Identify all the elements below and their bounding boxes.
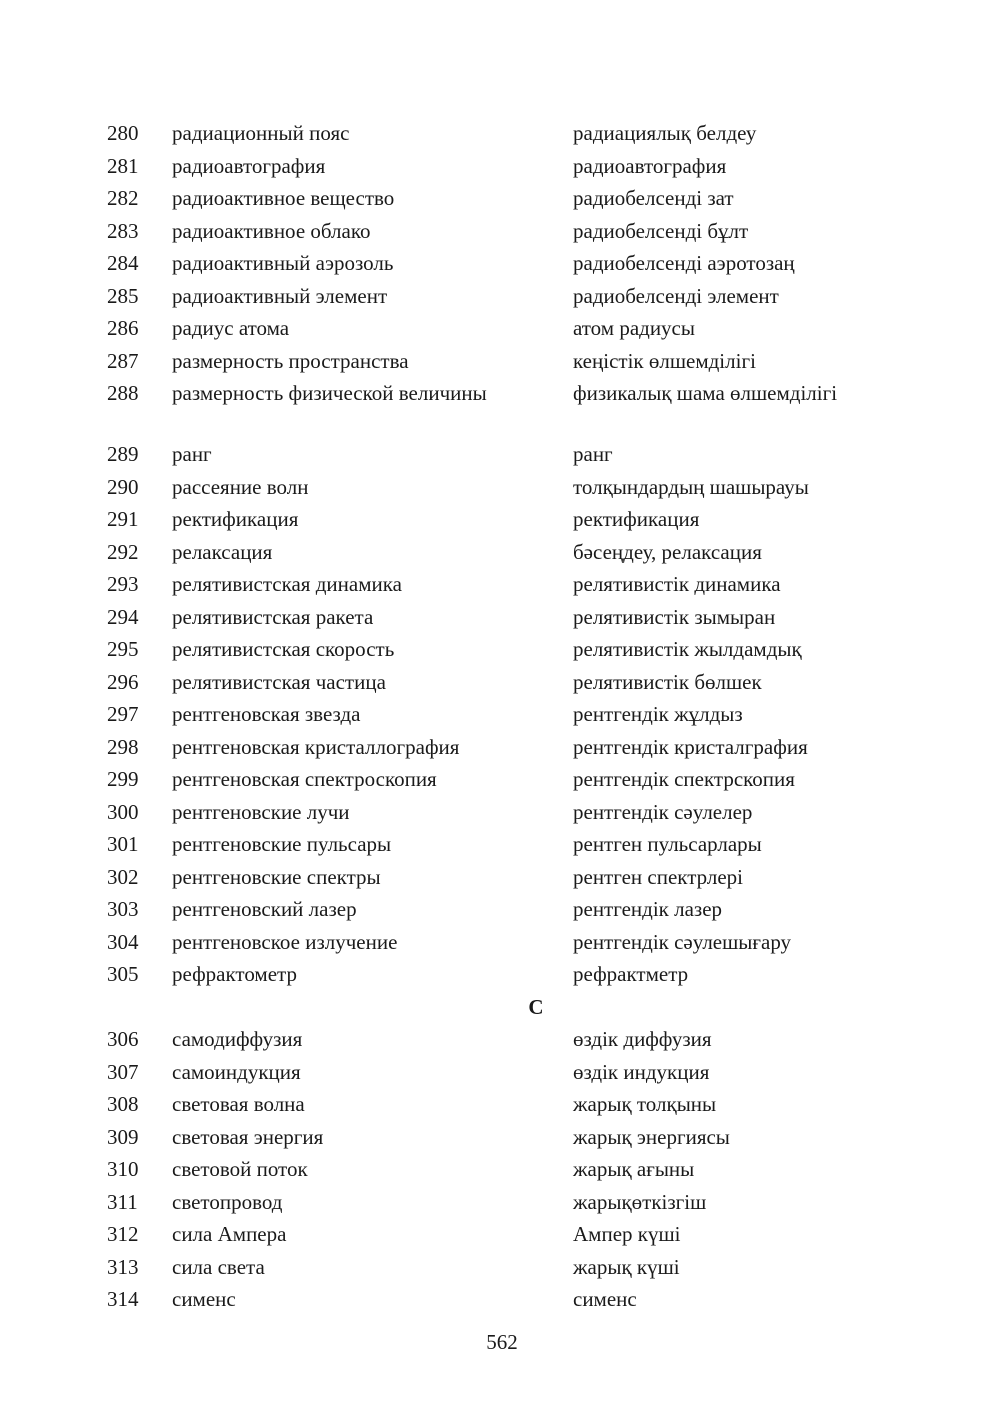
glossary-row bbox=[0, 1218, 1004, 1251]
kazakh-term: радиобелсенді аэротозаң bbox=[573, 251, 795, 275]
russian-term: ранг bbox=[172, 442, 212, 466]
kazakh-term: физикалық шама өлшемділігі bbox=[573, 381, 838, 405]
kazakh-term: ранг bbox=[573, 442, 613, 466]
glossary-row bbox=[0, 1121, 1004, 1154]
entries-group-r bbox=[0, 117, 1004, 991]
entry-number: 291 bbox=[107, 507, 139, 531]
russian-term: релятивистская ракета bbox=[172, 604, 374, 629]
russian-term: радиоактивный аэрозоль bbox=[172, 251, 394, 275]
glossary-row bbox=[0, 601, 1004, 634]
kazakh-term: рефрактметр bbox=[573, 962, 689, 986]
entry-number: 298 bbox=[107, 734, 139, 759]
russian-term: размерность физической величины bbox=[172, 381, 487, 405]
entry-number: 309 bbox=[107, 1124, 139, 1149]
glossary-row bbox=[0, 1251, 1004, 1284]
kazakh-term: жарық энергиясы bbox=[573, 1124, 730, 1149]
kazakh-term: релятивистік зымыран bbox=[573, 604, 776, 629]
kazakh-term: рентгендік сәулешығару bbox=[573, 929, 792, 954]
russian-term: сименс bbox=[172, 1287, 236, 1311]
glossary-list bbox=[0, 117, 1004, 1316]
entry-number: 283 bbox=[107, 218, 139, 243]
entry-number: 296 bbox=[107, 669, 139, 694]
entry-number: 300 bbox=[107, 799, 139, 824]
entry-number: 288 bbox=[107, 381, 139, 405]
glossary-row bbox=[0, 117, 1004, 150]
glossary-row bbox=[0, 666, 1004, 699]
russian-term: радиоактивный элемент bbox=[172, 283, 388, 308]
glossary-row bbox=[0, 471, 1004, 504]
kazakh-term: бәсеңдеу, релаксация bbox=[573, 539, 762, 564]
russian-term: рефрактометр bbox=[172, 962, 297, 986]
glossary-row bbox=[0, 763, 1004, 796]
russian-term: сила Ампера bbox=[172, 1222, 287, 1246]
glossary-row bbox=[0, 150, 1004, 183]
entry-number: 294 bbox=[107, 604, 139, 629]
kazakh-term: сименс bbox=[573, 1287, 637, 1311]
russian-term: радиоактивное вещество bbox=[172, 186, 395, 210]
kazakh-term: рентгендік кристалграфия bbox=[573, 734, 808, 759]
russian-term: релаксация bbox=[172, 539, 273, 564]
kazakh-term: ректификация bbox=[573, 507, 700, 531]
glossary-row bbox=[0, 182, 1004, 215]
entry-number: 280 bbox=[107, 121, 139, 145]
russian-term: светопровод bbox=[172, 1189, 283, 1214]
glossary-row bbox=[0, 280, 1004, 313]
russian-term: световая волна bbox=[172, 1092, 305, 1116]
page-number: 562 bbox=[486, 1330, 518, 1354]
entry-number: 286 bbox=[107, 316, 139, 340]
russian-term: радиоактивное облако bbox=[172, 218, 371, 243]
russian-term: ректификация bbox=[172, 507, 299, 531]
section-heading: С bbox=[528, 994, 544, 1019]
russian-term: рентгеновское излучение bbox=[172, 929, 398, 954]
russian-term: рентгеновская спектроскопия bbox=[172, 767, 437, 791]
glossary-row bbox=[0, 731, 1004, 764]
russian-term: световой поток bbox=[172, 1157, 308, 1181]
entry-number: 285 bbox=[107, 283, 139, 308]
glossary-row bbox=[0, 926, 1004, 959]
kazakh-term: толқындардың шашырауы bbox=[573, 474, 809, 499]
russian-term: самоиндукция bbox=[172, 1059, 301, 1084]
russian-term: рассеяние волн bbox=[172, 474, 309, 499]
russian-term: рентгеновская звезда bbox=[172, 702, 361, 726]
russian-term: рентгеновские спектры bbox=[172, 864, 381, 889]
kazakh-term: релятивистік жылдамдық bbox=[573, 637, 802, 661]
entry-number: 306 bbox=[107, 1027, 139, 1051]
kazakh-term: радиобелсенді элемент bbox=[573, 283, 779, 308]
russian-term: радиус атома bbox=[172, 316, 290, 340]
entry-number: 303 bbox=[107, 897, 139, 921]
glossary-row bbox=[0, 312, 1004, 345]
glossary-row bbox=[0, 536, 1004, 569]
glossary-row bbox=[0, 1283, 1004, 1316]
russian-term: рентгеновский лазер bbox=[172, 897, 357, 921]
kazakh-term: рентгендік жұлдыз bbox=[573, 702, 743, 726]
russian-term: сила света bbox=[172, 1254, 265, 1279]
glossary-row bbox=[0, 861, 1004, 894]
kazakh-term: рентгендік сәулелер bbox=[573, 799, 753, 824]
entry-number: 314 bbox=[107, 1287, 139, 1311]
entry-number: 311 bbox=[107, 1189, 138, 1214]
glossary-row bbox=[0, 568, 1004, 601]
russian-term: рентгеновские лучи bbox=[172, 799, 350, 824]
glossary-row bbox=[0, 698, 1004, 731]
entry-number: 299 bbox=[107, 767, 139, 791]
kazakh-term: кеңістік өлшемділігі bbox=[573, 348, 756, 373]
russian-term: релятивистская скорость bbox=[172, 637, 395, 661]
glossary-row bbox=[0, 247, 1004, 280]
entry-number: 304 bbox=[107, 929, 139, 954]
entry-number: 287 bbox=[107, 348, 139, 373]
entry-number: 310 bbox=[107, 1157, 139, 1181]
entry-number: 284 bbox=[107, 251, 139, 275]
glossary-row bbox=[0, 377, 1004, 438]
entry-number: 282 bbox=[107, 186, 139, 210]
kazakh-term: жарықөткізгіш bbox=[573, 1189, 707, 1214]
entry-number: 289 bbox=[107, 442, 139, 466]
entry-number: 302 bbox=[107, 864, 139, 889]
glossary-row bbox=[0, 345, 1004, 378]
entry-number: 305 bbox=[107, 962, 139, 986]
glossary-row bbox=[0, 1088, 1004, 1121]
russian-term: размерность пространства bbox=[172, 348, 409, 373]
glossary-row bbox=[0, 1153, 1004, 1186]
kazakh-term: радиобелсенді зат bbox=[573, 186, 734, 210]
kazakh-term: жарық күші bbox=[573, 1254, 680, 1279]
entry-number: 281 bbox=[107, 153, 139, 178]
glossary-row bbox=[0, 958, 1004, 991]
entry-number: 293 bbox=[107, 572, 139, 596]
glossary-row bbox=[0, 503, 1004, 536]
russian-term: радиационный пояс bbox=[172, 121, 350, 145]
glossary-row bbox=[0, 215, 1004, 248]
kazakh-term: релятивистік бөлшек bbox=[573, 669, 762, 694]
kazakh-term: рентгендік спектрскопия bbox=[573, 767, 795, 791]
glossary-row bbox=[0, 893, 1004, 926]
entry-number: 297 bbox=[107, 702, 139, 726]
entry-number: 301 bbox=[107, 832, 139, 856]
kazakh-term: өздік диффузия bbox=[573, 1027, 712, 1051]
kazakh-term: радиобелсенді бұлт bbox=[573, 218, 749, 243]
glossary-row bbox=[0, 1186, 1004, 1219]
glossary-row bbox=[0, 1023, 1004, 1056]
russian-term: самодиффузия bbox=[172, 1027, 303, 1051]
entry-number: 312 bbox=[107, 1222, 139, 1246]
kazakh-term: Ампер күші bbox=[573, 1222, 681, 1246]
kazakh-term: релятивистік динамика bbox=[573, 572, 781, 596]
entry-number: 313 bbox=[107, 1254, 139, 1279]
entry-number: 307 bbox=[107, 1059, 139, 1084]
kazakh-term: рентген спектрлері bbox=[573, 864, 743, 889]
glossary-row bbox=[0, 828, 1004, 861]
russian-term: световая энергия bbox=[172, 1124, 324, 1149]
russian-term: релятивистская частица bbox=[172, 669, 386, 694]
entry-number: 295 bbox=[107, 637, 139, 661]
glossary-row bbox=[0, 1056, 1004, 1089]
entry-number: 290 bbox=[107, 474, 139, 499]
kazakh-term: рентгендік лазер bbox=[573, 897, 723, 921]
kazakh-term: атом радиусы bbox=[573, 316, 695, 340]
russian-term: радиоавтография bbox=[172, 153, 326, 178]
kazakh-term: рентген пульсарлары bbox=[573, 832, 762, 856]
russian-term: рентгеновская кристаллография bbox=[172, 734, 460, 759]
russian-term: релятивистская динамика bbox=[172, 572, 402, 596]
russian-term: рентгеновские пульсары bbox=[172, 832, 392, 856]
kazakh-term: жарық толқыны bbox=[573, 1092, 717, 1116]
glossary-row bbox=[0, 438, 1004, 471]
entry-number: 292 bbox=[107, 539, 139, 564]
kazakh-term: жарық ағыны bbox=[573, 1157, 695, 1181]
entries-group-s bbox=[0, 1023, 1004, 1316]
kazakh-term: радиациялық белдеу bbox=[573, 121, 757, 145]
kazakh-term: радиоавтография bbox=[573, 153, 727, 178]
entry-number: 308 bbox=[107, 1092, 139, 1116]
kazakh-term: өздік индукция bbox=[573, 1059, 710, 1084]
glossary-row bbox=[0, 633, 1004, 666]
glossary-row bbox=[0, 796, 1004, 829]
